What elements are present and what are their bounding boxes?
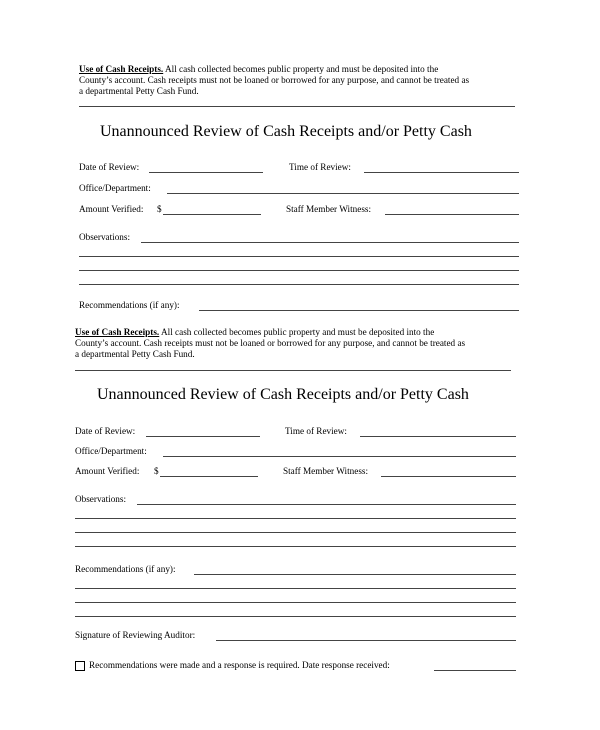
office-label: Office/Department: <box>79 183 151 193</box>
notice-text: a departmental Petty Cash Fund. <box>75 349 195 359</box>
witness-label: Staff Member Witness: <box>286 204 372 214</box>
divider-line <box>75 370 511 371</box>
observations-label: Observations: <box>75 494 127 504</box>
notice-label: Use of Cash Receipts. <box>79 64 164 74</box>
time-of-review-field[interactable] <box>360 436 516 437</box>
observations-field[interactable] <box>79 284 519 285</box>
response-date-field[interactable] <box>434 670 516 671</box>
recommendations-field[interactable] <box>194 574 516 575</box>
notice-text: County’s account. Cash receipts must not be loaned or borrowed for any purpose, and cannot be treated as <box>79 75 470 85</box>
notice-text: All cash collected becomes public property and must be deposited into the <box>161 327 435 337</box>
currency-symbol: $ <box>154 466 159 476</box>
observations-field[interactable] <box>75 546 516 547</box>
recommendations-field[interactable] <box>75 616 516 617</box>
date-label: Date of Review: <box>79 162 140 172</box>
divider-line <box>79 106 515 107</box>
response-required-checkbox[interactable] <box>75 661 85 671</box>
notice-paragraph <box>75 327 434 338</box>
office-department-field[interactable] <box>167 193 519 194</box>
recommendations-field[interactable] <box>75 602 516 603</box>
staff-witness-field[interactable] <box>381 476 516 477</box>
time-label: Time of Review: <box>289 162 351 172</box>
form-title: Unannounced Review of Cash Receipts and/or Petty Cash <box>97 386 469 403</box>
recommendations-field[interactable] <box>75 588 516 589</box>
observations-field[interactable] <box>75 532 516 533</box>
signature-label: Signature of Reviewing Auditor: <box>75 630 196 640</box>
observations-field[interactable] <box>75 518 516 519</box>
observations-field[interactable] <box>137 504 516 505</box>
form-title: Unannounced Review of Cash Receipts and/or Petty Cash <box>100 123 472 140</box>
time-label: Time of Review: <box>285 426 347 436</box>
notice-paragraph <box>79 64 438 75</box>
observations-field[interactable] <box>141 242 519 243</box>
recommendations-label: Recommendations (if any): <box>75 564 176 574</box>
currency-symbol: $ <box>157 204 162 214</box>
staff-witness-field[interactable] <box>385 214 519 215</box>
office-label: Office/Department: <box>75 446 147 456</box>
date-of-review-field[interactable] <box>146 436 260 437</box>
time-of-review-field[interactable] <box>364 172 519 173</box>
recommendations-field[interactable] <box>199 310 519 311</box>
amount-verified-field[interactable] <box>160 476 258 477</box>
observations-field[interactable] <box>79 270 519 271</box>
recommendations-label: Recommendations (if any): <box>79 300 180 310</box>
notice-label: Use of Cash Receipts. <box>75 327 160 337</box>
witness-label: Staff Member Witness: <box>283 466 369 476</box>
date-label: Date of Review: <box>75 426 136 436</box>
observations-label: Observations: <box>79 232 131 242</box>
notice-text: a departmental Petty Cash Fund. <box>79 86 199 96</box>
office-department-field[interactable] <box>163 456 516 457</box>
amount-verified-field[interactable] <box>163 214 261 215</box>
observations-field[interactable] <box>79 256 519 257</box>
auditor-signature-field[interactable] <box>216 640 516 641</box>
response-label: Recommendations were made and a response is required. Date response received: <box>89 660 390 670</box>
notice-text: All cash collected becomes public property and must be deposited into the <box>165 64 439 74</box>
amount-label: Amount Verified: <box>79 204 144 214</box>
amount-label: Amount Verified: <box>75 466 140 476</box>
notice-text: County’s account. Cash receipts must not be loaned or borrowed for any purpose, and cannot be treated as <box>75 338 466 348</box>
date-of-review-field[interactable] <box>149 172 263 173</box>
